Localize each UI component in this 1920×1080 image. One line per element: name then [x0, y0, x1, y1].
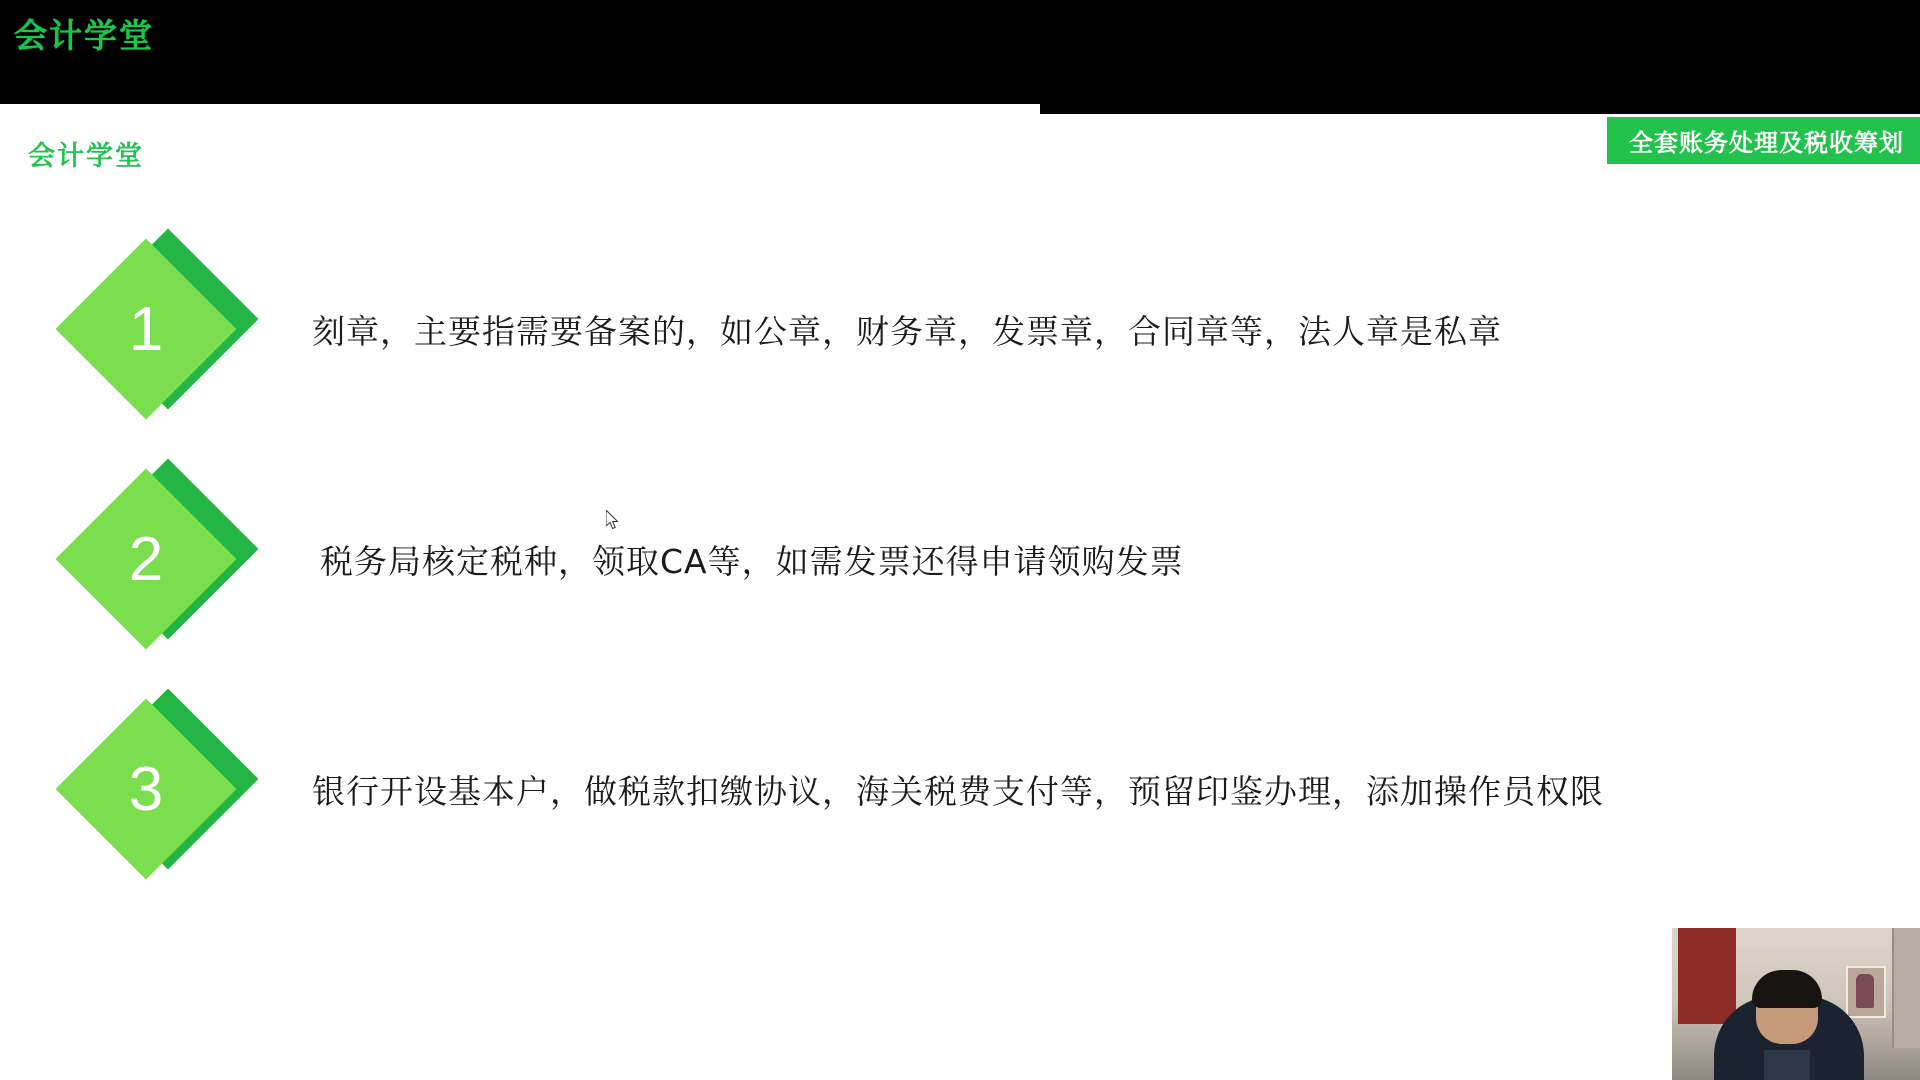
list-item [0, 239, 1920, 419]
presentation-slide [0, 104, 1920, 1080]
webcam-door [1892, 928, 1920, 1048]
step-marker [62, 239, 272, 419]
step-marker [62, 699, 272, 879]
webcam-red-panel [1678, 928, 1736, 1024]
webcam-poster-figure [1856, 974, 1874, 1008]
video-letterbox-notch [1040, 0, 1920, 114]
list-item-text: 刻章，主要指需要备案的，如公章，财务章，发票章，合同章等，法人章是私章 [312, 311, 1502, 351]
list-item [0, 699, 1920, 879]
step-marker [62, 469, 272, 649]
list-item-text: 银行开设基本户，做税款扣缴协议，海关税费支付等，预留印鉴办理，添加操作员权限 [312, 771, 1604, 811]
step-number: 1 [128, 294, 164, 364]
list-item-text: 税务局核定税种，领取CA等，如需发票还得申请领购发票 [320, 541, 1184, 581]
slide-brand-label: 会计学堂 [28, 141, 144, 171]
webcam-person-collar [1764, 1050, 1810, 1080]
webcam-poster [1846, 966, 1886, 1018]
presenter-webcam[interactable] [1672, 928, 1920, 1080]
list-item [0, 469, 1920, 649]
brand-logo: 会计学堂 [14, 17, 154, 54]
corner-banner: 全套账务处理及税收筹划 [1607, 117, 1920, 164]
step-number: 3 [128, 754, 164, 824]
step-number: 2 [128, 524, 164, 594]
